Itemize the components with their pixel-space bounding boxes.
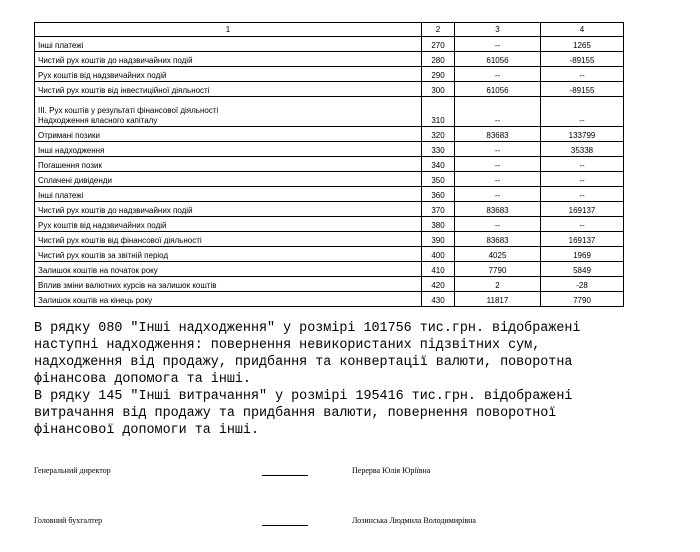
note-line: В рядку 080 "Інші надходження" у розмірі 101756 тис.грн. відображені — [34, 321, 581, 336]
table-row — [35, 247, 624, 262]
row-label-line: Залишок коштів на кінець року — [38, 296, 153, 305]
row-value-previous: 1265 — [541, 37, 624, 52]
row-code: 340 — [422, 157, 455, 172]
table-row — [35, 187, 624, 202]
row-label — [35, 202, 422, 217]
row-label — [35, 187, 422, 202]
header-col-4: 4 — [541, 23, 624, 37]
table-row — [35, 157, 624, 172]
row-value-previous: 169137 — [541, 202, 624, 217]
row-label-line: Залишок коштів на початок року — [38, 266, 158, 275]
accountant-name: Лозинська Людмила Володимирівна — [352, 516, 476, 525]
row-value-previous: 169137 — [541, 232, 624, 247]
row-value-current: -- — [455, 97, 541, 127]
director-signature-line — [262, 466, 308, 476]
table-row — [35, 202, 624, 217]
row-value-current: -- — [455, 217, 541, 232]
row-value-current: 11817 — [455, 292, 541, 307]
table-row — [35, 37, 624, 52]
row-label — [35, 157, 422, 172]
row-label — [35, 217, 422, 232]
row-value-current: 83683 — [455, 127, 541, 142]
row-value-previous: -- — [541, 187, 624, 202]
table-header-row — [35, 23, 624, 37]
row-label — [35, 82, 422, 97]
row-value-current: 83683 — [455, 202, 541, 217]
row-code: 360 — [422, 187, 455, 202]
table-row — [35, 292, 624, 307]
row-value-current: -- — [455, 37, 541, 52]
note-line: надходження від продажу, придбання та конвертації валюти, поворотна — [34, 355, 573, 370]
row-label-line: Інші надходження — [38, 146, 105, 155]
row-code: 390 — [422, 232, 455, 247]
row-label — [35, 277, 422, 292]
row-label-line: III. Рух коштів у результаті фінансової діяльності — [38, 106, 219, 115]
row-code: 370 — [422, 202, 455, 217]
row-label-line: Рух коштів від надзвичайних подій — [38, 71, 167, 80]
row-label-line: Сплачені дивіденди — [38, 176, 112, 185]
row-value-current: -- — [455, 67, 541, 82]
table-row — [35, 262, 624, 277]
row-code: 280 — [422, 52, 455, 67]
row-code: 270 — [422, 37, 455, 52]
accountant-role: Головний бухгалтер — [34, 516, 103, 525]
row-code: 380 — [422, 217, 455, 232]
row-value-previous: -- — [541, 172, 624, 187]
row-value-previous: 7790 — [541, 292, 624, 307]
row-label-line: Чистий рух коштів від інвестиційної діяльності — [38, 86, 210, 95]
director-name: Перерва Юлія Юріївна — [352, 466, 431, 475]
row-code: 330 — [422, 142, 455, 157]
row-label-line: Отримані позики — [38, 131, 100, 140]
header-col-2: 2 — [422, 23, 455, 37]
explanatory-notes — [34, 320, 674, 439]
row-label-line: Чистий рух коштів за звітній період — [38, 251, 169, 260]
row-label — [35, 67, 422, 82]
row-value-previous: -- — [541, 67, 624, 82]
cash-flow-table — [34, 22, 624, 307]
row-label-line: Інші платежі — [38, 41, 84, 50]
row-code: 410 — [422, 262, 455, 277]
row-label — [35, 52, 422, 67]
row-value-previous: -- — [541, 217, 624, 232]
row-value-current: 4025 — [455, 247, 541, 262]
row-label — [35, 142, 422, 157]
table-row — [35, 82, 624, 97]
director-role: Генеральний директор — [34, 466, 111, 475]
table-row — [35, 97, 624, 127]
row-code: 290 — [422, 67, 455, 82]
table-row — [35, 127, 624, 142]
note-line: витрачання від продажу та придбання валюти, повернення поворотної — [34, 406, 557, 421]
row-label — [35, 37, 422, 52]
row-value-previous: 35338 — [541, 142, 624, 157]
table-row — [35, 52, 624, 67]
row-value-previous: 133799 — [541, 127, 624, 142]
table-row — [35, 67, 624, 82]
note-line: В рядку 145 "Інші витрачання" у розмірі 195416 тис.грн. відображені — [34, 389, 573, 404]
note-line: наступні надходження: повернення невикористаних підзвітних сум, — [34, 338, 541, 353]
row-code: 300 — [422, 82, 455, 97]
row-label-line: Чистий рух коштів до надзвичайних подій — [38, 56, 193, 65]
row-value-previous: -- — [541, 97, 624, 127]
row-code: 400 — [422, 247, 455, 262]
table-row — [35, 217, 624, 232]
row-value-current: -- — [455, 157, 541, 172]
row-value-current: 83683 — [455, 232, 541, 247]
row-value-current: -- — [455, 187, 541, 202]
row-label — [35, 262, 422, 277]
table-row — [35, 277, 624, 292]
row-value-current: 2 — [455, 277, 541, 292]
row-label-line: Вплив зміни валютних курсів на залишок коштів — [38, 281, 217, 290]
accountant-signature-line — [262, 516, 308, 526]
row-label-line: Чистий рух коштів від фінансової діяльності — [38, 236, 202, 245]
row-value-previous: 5849 — [541, 262, 624, 277]
row-label-line: Чистий рух коштів до надзвичайних подій — [38, 206, 193, 215]
table-row — [35, 172, 624, 187]
row-value-current: 61056 — [455, 82, 541, 97]
row-value-current: 7790 — [455, 262, 541, 277]
row-label-line: Погашення позик — [38, 161, 102, 170]
row-code: 430 — [422, 292, 455, 307]
row-label-line: Інші платежі — [38, 191, 84, 200]
row-value-current: -- — [455, 142, 541, 157]
header-col-1: 1 — [35, 23, 422, 37]
row-code: 420 — [422, 277, 455, 292]
row-value-previous: -89155 — [541, 52, 624, 67]
row-code: 310 — [422, 97, 455, 127]
row-value-current: -- — [455, 172, 541, 187]
table-row — [35, 232, 624, 247]
row-value-current: 61056 — [455, 52, 541, 67]
table-body — [35, 37, 624, 307]
row-code: 320 — [422, 127, 455, 142]
note-line: фінансової допомоги та інші. — [34, 423, 259, 438]
row-code: 350 — [422, 172, 455, 187]
row-label — [35, 97, 422, 127]
row-label — [35, 247, 422, 262]
row-value-previous: -- — [541, 157, 624, 172]
row-label-line: Надходження власного капіталу — [38, 116, 158, 125]
row-value-previous: -89155 — [541, 82, 624, 97]
row-label — [35, 292, 422, 307]
row-label-line: Рух коштів від надзвичайних подій — [38, 221, 167, 230]
row-label — [35, 127, 422, 142]
row-label — [35, 232, 422, 247]
header-col-3: 3 — [455, 23, 541, 37]
row-value-previous: -28 — [541, 277, 624, 292]
row-label — [35, 172, 422, 187]
note-line: фінансова допомога та інші. — [34, 372, 251, 387]
row-value-previous: 1969 — [541, 247, 624, 262]
table-row — [35, 142, 624, 157]
